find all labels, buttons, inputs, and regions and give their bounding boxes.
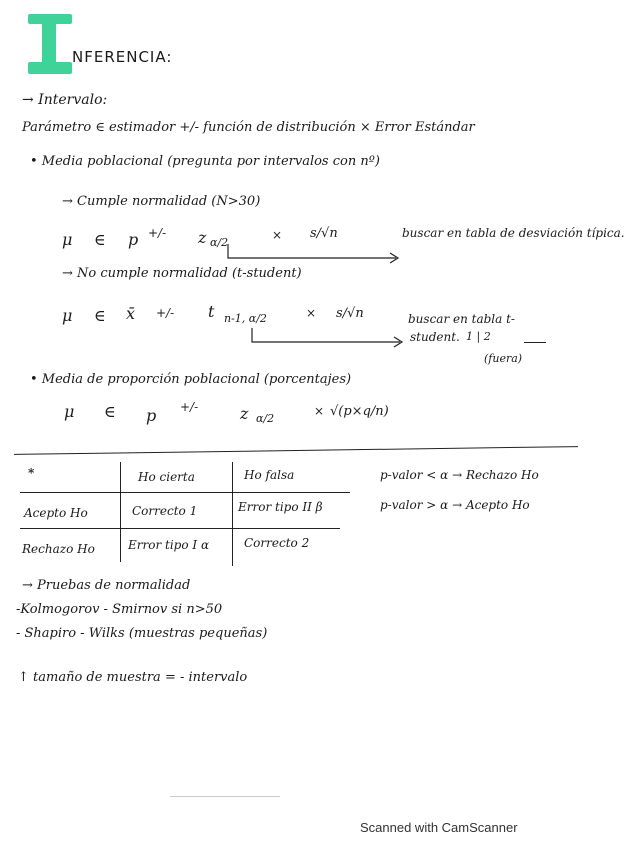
plus-minus: +/- [148, 226, 167, 240]
note-tabla-desviacion: buscar en tabla de desviación típica. [402, 226, 625, 240]
table-divider [20, 492, 350, 493]
z-subscript: α/2 [256, 412, 275, 425]
table-corner: * [28, 466, 35, 480]
cumple-normalidad: → Cumple normalidad (N>30) [62, 194, 261, 209]
col-header-ho-falsa: Ho falsa [244, 468, 295, 482]
xbar-symbol: x̄ [126, 304, 136, 323]
row-label-acepto: Acepto Ho [24, 506, 88, 520]
mu-symbol: μ [62, 306, 73, 325]
in-symbol: ∈ [104, 402, 116, 421]
p-symbol: p [146, 406, 157, 425]
arrow-icon [226, 244, 406, 264]
cell-error-tipo-2: Error tipo II β [238, 500, 323, 514]
s-over-root-n: s/√n [336, 306, 364, 321]
page-title: NFERENCIA: [72, 48, 173, 66]
no-cumple-normalidad: → No cumple normalidad (t-student) [62, 266, 302, 281]
root-pq-n: √(p×q/n) [330, 404, 389, 419]
plus-minus: +/- [156, 306, 175, 320]
row-label-rechazo: Rechazo Ho [22, 542, 95, 556]
in-symbol: ∈ [94, 230, 106, 249]
cell-error-tipo-1: Error tipo I α [128, 538, 210, 552]
z-symbol: z [198, 228, 207, 247]
shapiro-item: - Shapiro - Wilks (muestras pequeñas) [16, 626, 268, 641]
note-frac: 1 | 2 [466, 330, 491, 343]
times-symbol: × [314, 404, 325, 418]
s-over-root-n: s/√n [310, 226, 338, 241]
section-divider [14, 446, 578, 455]
intervalo-formula: Parámetro ∈ estimador +/- función de distribución × Error Estándar [22, 120, 475, 135]
plus-minus: +/- [180, 400, 199, 414]
kolmogorov-item: -Kolmogorov - Smirnov si n>50 [16, 602, 223, 617]
in-symbol: ∈ [94, 306, 106, 325]
p-symbol: p [128, 230, 139, 249]
z-symbol: z [240, 404, 249, 423]
dash [524, 342, 546, 343]
z-subscript: α/2 [210, 236, 229, 249]
note-fuera: (fuera) [484, 352, 523, 365]
cell-correcto-2: Correcto 2 [244, 536, 310, 550]
t-symbol: t [208, 302, 215, 321]
title-initial-i [28, 14, 72, 72]
col-header-ho-cierta: Ho cierta [138, 470, 195, 484]
media-proporcion-bullet: • Media de proporción poblacional (porcentajes) [30, 372, 352, 387]
table-divider [20, 528, 340, 529]
scan-mark-line [170, 796, 280, 797]
times-symbol: × [272, 228, 283, 242]
arrow-icon [250, 328, 410, 348]
times-symbol: × [306, 306, 317, 320]
table-divider [232, 462, 233, 566]
note-tabla-t: buscar en tabla t- [408, 312, 515, 326]
p-valor-rule-rechazo: p-valor < α → Rechazo Ho [380, 468, 539, 482]
scanner-footer: Scanned with CamScanner [360, 820, 518, 835]
intervalo-heading: → Intervalo: [22, 92, 108, 108]
media-poblacional-bullet: • Media poblacional (pregunta por intervalos con nº) [30, 154, 380, 169]
cell-correcto-1: Correcto 1 [132, 504, 198, 518]
pruebas-normalidad-heading: → Pruebas de normalidad [22, 578, 191, 593]
t-subscript: n-1, α/2 [224, 312, 267, 325]
table-divider [120, 462, 121, 562]
mu-symbol: μ [62, 230, 73, 249]
note-student: student. [410, 330, 460, 344]
p-valor-rule-acepto: p-valor > α → Acepto Ho [380, 498, 530, 512]
tamano-muestra-note: ↑ tamaño de muestra = - intervalo [18, 670, 248, 685]
mu-symbol: μ [64, 402, 75, 421]
